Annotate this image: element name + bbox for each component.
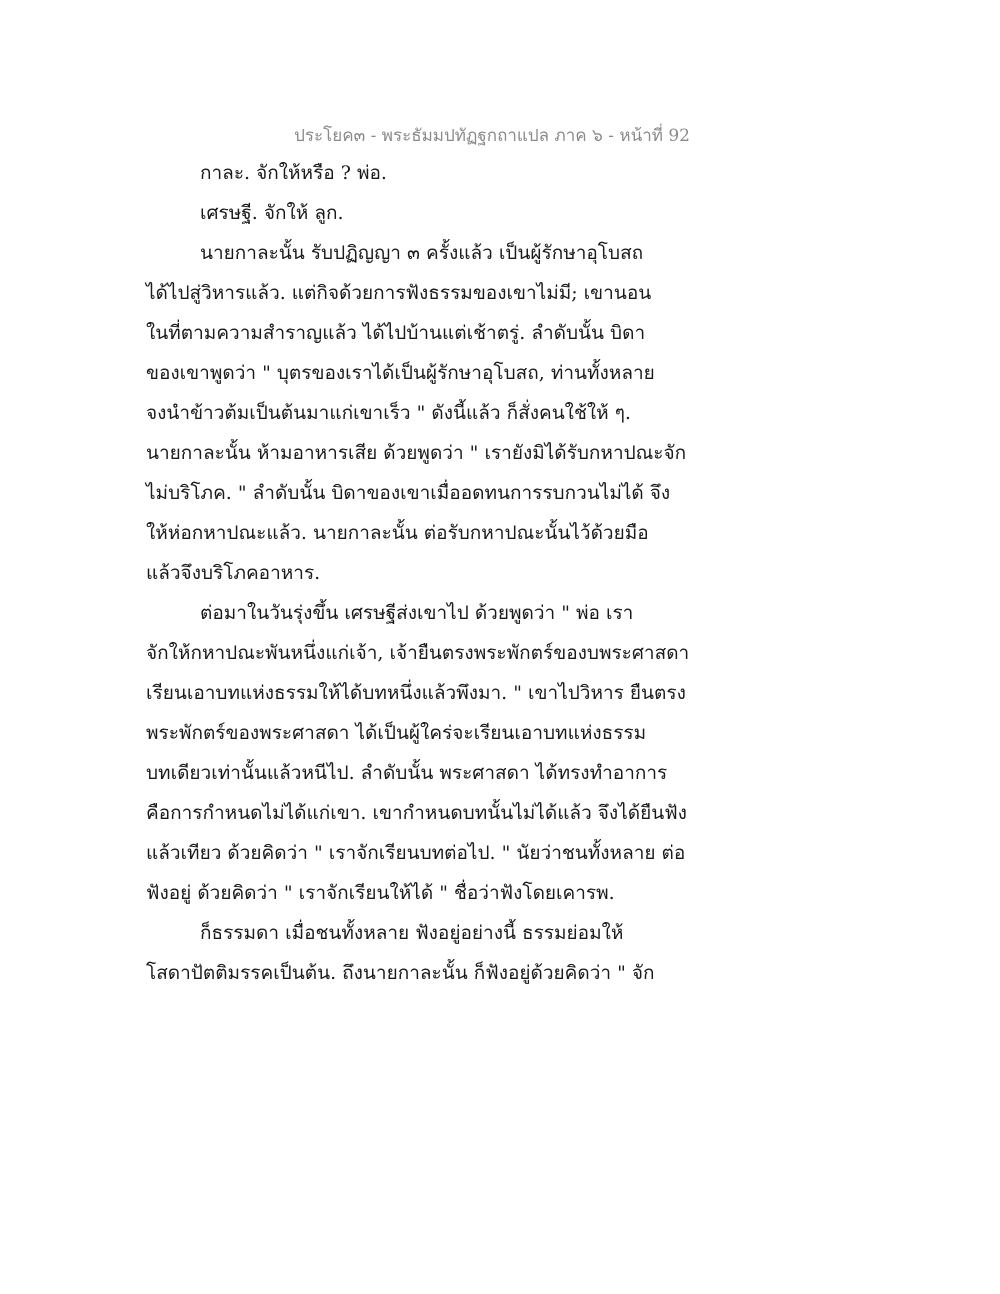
text-line: ได้ไปสู่วิหารแล้ว. แต่กิจด้วยการฟังธรรมของเขาไม่มี; เขานอน <box>146 282 652 304</box>
paragraph-first-line: นายกาละนั้น รับปฏิญญา ๓ ครั้งแล้ว เป็นผู้รักษาอุโบสถ <box>200 242 644 264</box>
running-header: ประโยค๓ - พระธัมมปทัฏฐกถาแปล ภาค ๖ - หน้าที่ 92 <box>294 126 690 146</box>
text-line: เรียนเอาบทแห่งธรรมให้ได้บทหนึ่งแล้วพึงมา. " เขาไปวิหาร ยืนตรง <box>146 682 686 704</box>
text-line: กาละ. จักให้หรือ ? พ่อ. <box>200 162 387 184</box>
text-line: จงนำข้าวต้มเป็นต้นมาแก่เขาเร็ว " ดังนี้แล้ว ก็สั่งคนใช้ให้ ๆ. <box>146 402 631 424</box>
text-line: แล้วจึงบริโภคอาหาร. <box>146 562 321 584</box>
text-line: ในที่ตามความสำราญแล้ว ได้ไปบ้านแต่เช้าตรู่. ลำดับนั้น บิดา <box>146 322 646 344</box>
text-line: บทเดียวเท่านั้นแล้วหนีไป. ลำดับนั้น พระศาสดา ได้ทรงทำอาการ <box>146 762 668 784</box>
text-line: ไม่บริโภค. " ลำดับนั้น บิดาของเขาเมื่ออดทนการรบกวนไม่ได้ จึง <box>146 482 671 504</box>
text-line: ฟังอยู่ ด้วยคิดว่า " เราจักเรียนให้ได้ " ชื่อว่าฟังโดยเคารพ. <box>146 882 615 904</box>
text-line: ให้ห่อกหาปณะแล้ว. นายกาละนั้น ต่อรับกหาปณะนั้นไว้ด้วยมือ <box>146 522 649 544</box>
text-line: คือการกำหนดไม่ได้แก่เขา. เขากำหนดบทนั้นไม่ได้แล้ว จึงได้ยืนฟัง <box>146 802 687 824</box>
text-line: โสดาปัตติมรรคเป็นต้น. ถึงนายกาละนั้น ก็ฟังอยู่ด้วยคิดว่า " จัก <box>146 962 655 984</box>
text-line: จักให้กหาปณะพันหนึ่งแก่เจ้า, เจ้ายืนตรงพระพักตร์ของบพระศาสดา <box>146 642 690 664</box>
text-line: นายกาละนั้น ห้ามอาหารเสีย ด้วยพูดว่า " เรายังมิได้รับกหาปณะจัก <box>146 442 687 464</box>
text-line: พระพักตร์ของพระศาสดา ได้เป็นผู้ใคร่จะเรียนเอาบทแห่งธรรม <box>146 722 647 744</box>
text-line: เศรษฐี. จักให้ ลูก. <box>200 202 344 224</box>
paragraph-first-line: ต่อมาในวันรุ่งขึ้น เศรษฐีส่งเขาไป ด้วยพูดว่า " พ่อ เรา <box>200 602 634 624</box>
text-line: ของเขาพูดว่า " บุตรของเราได้เป็นผู้รักษาอุโบสถ, ท่านทั้งหลาย <box>146 362 655 384</box>
text-line: แล้วเทียว ด้วยคิดว่า " เราจักเรียนบทต่อไป. " นัยว่าชนทั้งหลาย ต่อ <box>146 842 686 864</box>
paragraph-first-line: ก็ธรรมดา เมื่อชนทั้งหลาย ฟังอยู่อย่างนี้ ธรรมย่อมให้ <box>200 922 624 944</box>
